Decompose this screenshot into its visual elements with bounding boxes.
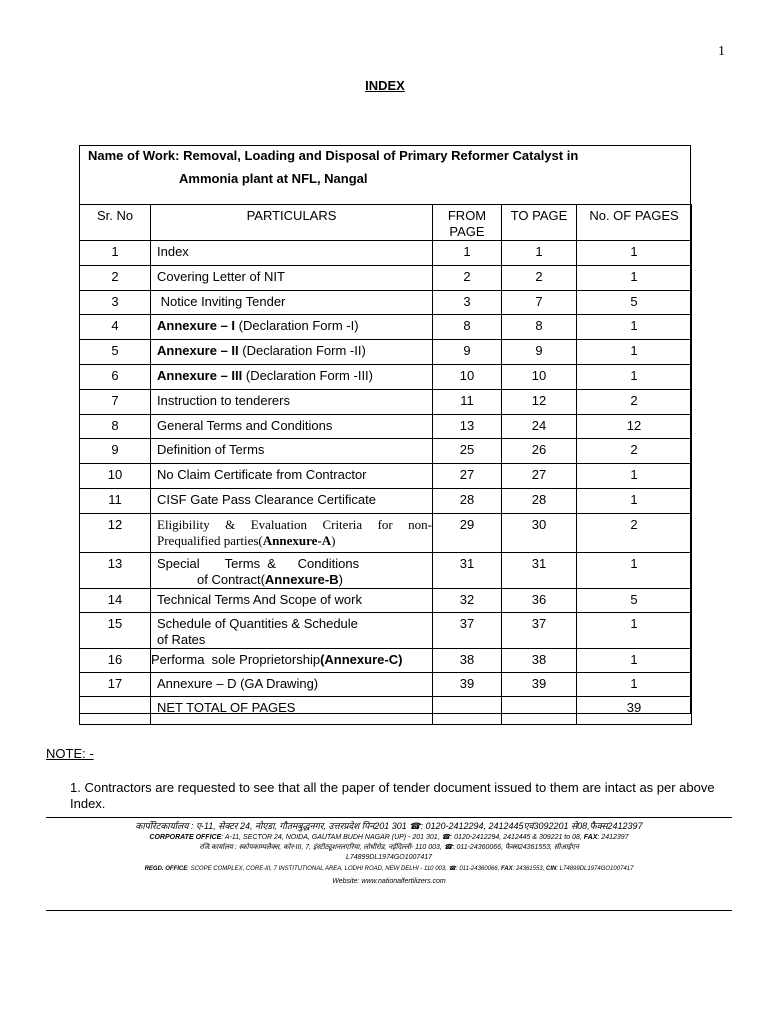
cin-label: CIN: [546, 866, 557, 872]
row-to-page: 27: [502, 464, 577, 489]
row-to-page: 38: [502, 648, 577, 672]
row-particulars-text: (Declaration Form -II): [238, 343, 366, 359]
table-row: [80, 241, 692, 266]
row-from-page: 39: [433, 672, 502, 696]
row-from-page: 3: [433, 290, 502, 315]
corporate-office-label: CORPORATE OFFICE: [149, 834, 222, 841]
row-from-page: 9: [433, 340, 502, 365]
row-no-of-pages: 1: [577, 648, 692, 672]
table-row: [80, 672, 692, 696]
row-from-page: 13: [433, 414, 502, 439]
table-row: [80, 389, 692, 414]
row-to-page: 24: [502, 414, 577, 439]
footer-divider: [46, 910, 732, 911]
row-sr: 3: [80, 290, 151, 315]
regd-office-label: REGD. OFFICE: [144, 866, 188, 872]
row-sr: 1: [80, 241, 151, 266]
annexure-label: (Annexure-C): [320, 651, 403, 667]
row-no-of-pages: 12: [577, 414, 692, 439]
row-no-of-pages: 1: [577, 672, 692, 696]
letterhead-footer: [46, 820, 732, 889]
row-sr: 13: [80, 552, 151, 588]
footer-hindi-regd: रजि.कार्यालय : स्कोपकाम्पलैक्स, कोर-III, 7, इंस्टीट्यूशनलएरिया, लोधीरोड, नईदिल्ली- 110 003, ☎: 011-24360066, फैक्स24361553, सीआईएन: [199, 844, 579, 851]
row-to-page: 8: [502, 315, 577, 340]
annexure-label: Annexure-B: [264, 571, 339, 587]
row-sr: 4: [80, 315, 151, 340]
row-from-page: 10: [433, 364, 502, 389]
row-to-page: 31: [502, 552, 577, 588]
work-name-line1: Name of Work: Removal, Loading and Disposal of Primary Reformer Catalyst in: [88, 148, 579, 163]
row-no-of-pages: 1: [577, 315, 692, 340]
row-to-page: 36: [502, 588, 577, 612]
row-particulars-text: Covering Letter of NIT: [157, 268, 285, 284]
row-to-page: 28: [502, 488, 577, 513]
annexure-label: Annexure-A: [262, 532, 332, 548]
row-particulars-text: ): [331, 532, 336, 548]
row-particulars-text: Notice Inviting Tender: [157, 293, 286, 309]
row-sr: 11: [80, 488, 151, 513]
row-sr: 7: [80, 389, 151, 414]
row-no-of-pages: 1: [577, 552, 692, 588]
row-particulars-text: CISF Gate Pass Clearance Certificate: [157, 491, 376, 507]
corporate-office-text: : A-11, SECTOR 24, NOIDA, GAUTAM BUDH NAGAR (UP) - 201 301, ☎: 0120-2412294, 2412445 & 309221 to 08,: [221, 834, 582, 841]
row-particulars: [151, 552, 433, 588]
row-particulars-text: Instruction to tenderers: [157, 392, 290, 408]
row-particulars: [151, 513, 433, 552]
index-box: [79, 145, 691, 714]
row-particulars: [151, 364, 433, 389]
row-no-of-pages: 5: [577, 588, 692, 612]
row-particulars: [151, 414, 433, 439]
row-particulars-line: Special Terms & Conditions: [157, 555, 360, 571]
header-particulars: PARTICULARS: [151, 205, 433, 241]
row-to-page: 12: [502, 389, 577, 414]
header-from-page: FROM PAGE: [433, 205, 502, 241]
table-total-row: [80, 696, 692, 724]
row-sr: 9: [80, 439, 151, 464]
annexure-label: Annexure – II: [157, 343, 239, 359]
row-from-page: 37: [433, 612, 502, 648]
total-from-empty: [433, 696, 502, 724]
row-from-page: 8: [433, 315, 502, 340]
table-row: [80, 588, 692, 612]
row-particulars-text: ): [338, 571, 343, 587]
row-particulars-line: Schedule of Quantities & Schedule: [157, 615, 358, 631]
row-no-of-pages: 5: [577, 290, 692, 315]
table-row: [80, 513, 692, 552]
annexure-label: Annexure – III: [157, 367, 243, 383]
row-no-of-pages: 1: [577, 612, 692, 648]
note-title: NOTE: -: [46, 746, 94, 761]
row-no-of-pages: 1: [577, 488, 692, 513]
row-from-page: 1: [433, 241, 502, 266]
row-particulars: [151, 265, 433, 290]
header-to-page: TO PAGE: [502, 205, 577, 241]
row-particulars: [151, 241, 433, 266]
footer-regd-office: [46, 863, 732, 875]
row-to-page: 26: [502, 439, 577, 464]
row-from-page: 38: [433, 648, 502, 672]
row-particulars: [151, 290, 433, 315]
table-row: [80, 315, 692, 340]
header-no-of-pages: No. OF PAGES: [577, 205, 692, 241]
row-to-page: 7: [502, 290, 577, 315]
row-particulars: [151, 340, 433, 365]
page-number: 1: [718, 44, 725, 59]
row-sr: 5: [80, 340, 151, 365]
row-to-page: 37: [502, 612, 577, 648]
row-no-of-pages: 1: [577, 464, 692, 489]
row-to-page: 10: [502, 364, 577, 389]
row-particulars: [151, 389, 433, 414]
row-from-page: 2: [433, 265, 502, 290]
cin-text: : L74899DL1974GO1007417: [556, 866, 634, 872]
footer-cin-hindi: L74899DL1974GO1007417: [345, 854, 433, 861]
row-particulars-text: Index: [157, 244, 189, 259]
header-sr-no: Sr. No: [80, 205, 151, 241]
table-row: [80, 464, 692, 489]
row-particulars-text: Prequalified parties(: [157, 532, 263, 548]
table-row: [80, 265, 692, 290]
footer-divider: [46, 817, 732, 818]
page-title: INDEX: [365, 78, 405, 93]
note-item: 1. Contractors are requested to see that all the paper of tender document issued to them are intact as per above Index.: [70, 780, 715, 811]
row-particulars-text: of Contract(: [197, 571, 265, 587]
row-particulars-text: Performa sole Proprietorship: [151, 651, 321, 667]
row-particulars: [151, 648, 433, 672]
work-name-line2: Ammonia plant at NFL, Nangal: [179, 171, 368, 186]
row-no-of-pages: 1: [577, 241, 692, 266]
fax-label: FAX: [583, 834, 598, 841]
row-from-page: 11: [433, 389, 502, 414]
row-from-page: 25: [433, 439, 502, 464]
row-particulars-text: (Declaration Form -I): [235, 318, 359, 334]
row-no-of-pages: 1: [577, 265, 692, 290]
index-table: [79, 204, 692, 725]
row-from-page: 29: [433, 513, 502, 552]
row-particulars: [151, 488, 433, 513]
annexure-label: Annexure – I: [157, 318, 236, 334]
row-particulars: Technical Terms And Scope of work: [151, 588, 433, 612]
row-sr: 10: [80, 464, 151, 489]
table-row: [80, 364, 692, 389]
row-sr: 8: [80, 414, 151, 439]
total-label: NET TOTAL OF PAGES: [151, 696, 433, 724]
regd-office-text: : SCOPE COMPLEX, CORE-III, 7 INSTITUTIONAL AREA, LODHI ROAD, NEW DELHI - 110 003, ☎: 011-24360066,: [187, 866, 500, 872]
row-particulars-line: Eligibility & Evaluation Criteria for non-: [157, 516, 432, 532]
fax-text: : 2412397: [597, 834, 629, 841]
row-from-page: 32: [433, 588, 502, 612]
row-sr: 14: [80, 588, 151, 612]
row-from-page: 27: [433, 464, 502, 489]
table-row: [80, 648, 692, 672]
table-row: [80, 552, 692, 588]
table-row: [80, 340, 692, 365]
table-row: [80, 439, 692, 464]
row-to-page: 39: [502, 672, 577, 696]
row-no-of-pages: 2: [577, 439, 692, 464]
total-sr-empty: [80, 696, 151, 724]
row-to-page: 2: [502, 265, 577, 290]
footer-website: Website: www.nationalfertilizers.com: [332, 878, 446, 885]
row-particulars-text: Definition of Terms: [157, 442, 265, 458]
row-no-of-pages: 2: [577, 389, 692, 414]
row-no-of-pages: 1: [577, 364, 692, 389]
row-from-page: 31: [433, 552, 502, 588]
regd-fax-text: : 24361553,: [512, 866, 545, 872]
row-particulars: Annexure – D (GA Drawing): [151, 672, 433, 696]
row-sr: 2: [80, 265, 151, 290]
row-to-page: 1: [502, 241, 577, 266]
row-particulars-text: (Declaration Form -III): [242, 367, 373, 383]
row-sr: 16: [80, 648, 151, 672]
footer-hindi-corporate: कार्पोरेटकार्यालय : ए-11, सेक्टर 24, नोएडा, गौतमबुद्धनगर, उत्तरप्रदेश पिन201 301 ☎: 0120-2412294, 2412445एवं3092201 से08,फैक्स2412397: [135, 821, 643, 831]
row-sr: 15: [80, 612, 151, 648]
table-row: [80, 612, 692, 648]
row-to-page: 9: [502, 340, 577, 365]
row-to-page: 30: [502, 513, 577, 552]
table-row: [80, 414, 692, 439]
row-particulars-text: No Claim Certificate from Contractor: [157, 467, 367, 483]
footer-corporate-office: [46, 833, 732, 843]
row-sr: 12: [80, 513, 151, 552]
row-from-page: 28: [433, 488, 502, 513]
row-sr: 17: [80, 672, 151, 696]
table-row: [80, 290, 692, 315]
table-header-row: [80, 205, 692, 241]
table-row: [80, 488, 692, 513]
row-no-of-pages: 2: [577, 513, 692, 552]
total-value: 39: [577, 696, 692, 724]
regd-fax-label: FAX: [500, 866, 513, 872]
row-particulars: [151, 464, 433, 489]
row-no-of-pages: 1: [577, 340, 692, 365]
row-sr: 6: [80, 364, 151, 389]
row-particulars-line: of Rates: [157, 631, 206, 647]
row-particulars: [151, 315, 433, 340]
row-particulars: [151, 612, 433, 648]
row-particulars-text: General Terms and Conditions: [157, 417, 333, 433]
total-to-empty: [502, 696, 577, 724]
row-particulars: [151, 439, 433, 464]
